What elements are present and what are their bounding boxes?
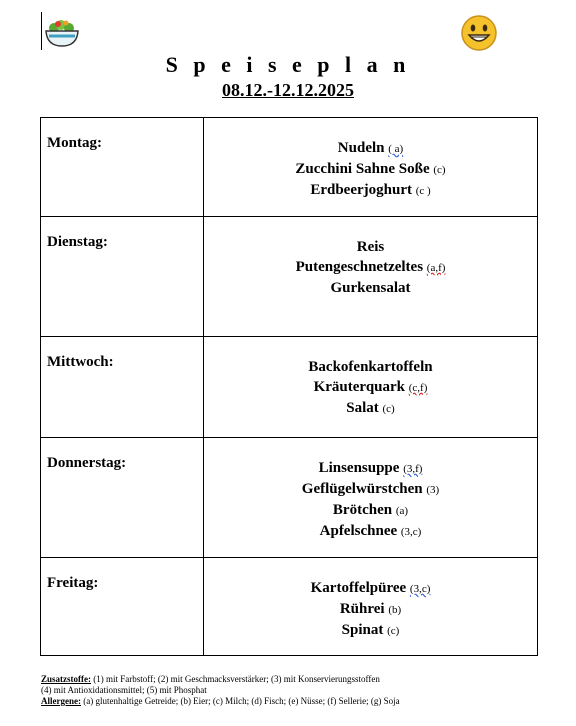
day-cell [41, 438, 204, 558]
day-cell [41, 118, 204, 217]
meal-item [204, 479, 537, 500]
allergens-label: Allergene: [41, 696, 81, 706]
text-cursor [41, 12, 42, 50]
meal-name: Zucchini Sahne Soße [295, 161, 430, 177]
menu-table [40, 117, 538, 656]
salad-bowl-icon [44, 16, 80, 50]
page-title: S p e i s e p l a n [165, 52, 411, 77]
day-cell [41, 558, 204, 656]
meal-item [204, 138, 537, 159]
grinning-face-icon [460, 14, 498, 52]
meal-item [204, 458, 537, 479]
meal-item [204, 257, 537, 278]
meals-cell [204, 558, 538, 656]
meal-name: Geflügelwürstchen [301, 481, 423, 497]
allergens-line [41, 696, 541, 707]
allergen-code: (c) [382, 403, 395, 415]
meal-name: Brötchen [332, 502, 393, 518]
menu-row [41, 118, 538, 217]
meal-name: Nudeln [337, 140, 385, 156]
allergen-code: (3,f) [403, 463, 423, 475]
allergens-text: (a) glutenhaltige Getreide; (b) Eier; (c) Milch; (d) Fisch; (e) Nüsse; (f) Sellerie; (g) Soja [80, 696, 400, 706]
meal-item [204, 398, 537, 419]
day-label: Donnerstag: [47, 455, 127, 471]
meal-name: Rührei [339, 601, 385, 617]
menu-row [41, 337, 538, 438]
allergen-code: (a,f) [426, 262, 446, 274]
date-range: 08.12.-12.12.2025 [222, 80, 354, 100]
allergen-code: (a) [395, 505, 409, 517]
meal-item [204, 521, 537, 542]
allergen-code: (c ) [415, 185, 431, 197]
allergen-code: (c,f) [408, 382, 428, 394]
meal-item [204, 357, 537, 377]
day-cell [41, 217, 204, 337]
meals-cell [204, 438, 538, 558]
menu-row [41, 217, 538, 337]
menu-row [41, 558, 538, 656]
meal-item [204, 237, 537, 257]
meal-item [204, 578, 537, 599]
meal-name: Putengeschnetzeltes [295, 259, 424, 275]
meal-item [204, 159, 537, 180]
additives-label: Zusatzstoffe: [41, 674, 91, 684]
meal-name: Reis [356, 239, 385, 255]
meal-name: Spinat [341, 622, 384, 638]
meal-name: Kräuterquark [313, 379, 406, 395]
allergen-code: (c) [433, 164, 446, 176]
allergen-code: (b) [388, 604, 402, 616]
allergen-code: (3,c) [409, 583, 431, 595]
meal-item [204, 599, 537, 620]
meal-name: Gurkensalat [330, 280, 411, 296]
meals-cell [204, 118, 538, 217]
legend-footer [41, 674, 541, 707]
meals-cell [204, 217, 538, 337]
meal-name: Erdbeerjoghurt [310, 182, 412, 198]
meal-name: Backofenkartoffeln [308, 359, 433, 375]
meal-name: Linsensuppe [318, 460, 400, 476]
allergen-code: (3) [426, 484, 440, 496]
day-label: Montag: [47, 135, 102, 151]
meal-name: Salat [346, 400, 379, 416]
meal-item [204, 377, 537, 398]
additives-line-2: (4) mit Antioxidationsmittel; (5) mit Phosphat [41, 685, 207, 695]
day-label: Freitag: [47, 575, 99, 591]
day-cell [41, 337, 204, 438]
meal-name: Kartoffelpüree [310, 580, 407, 596]
allergen-code: ( a) [388, 143, 404, 155]
additives-text: (1) mit Farbstoff; (2) mit Geschmacksverstärker; (3) mit Konservierungsstoffen [91, 674, 380, 684]
meal-item [204, 500, 537, 521]
meal-item [204, 278, 537, 298]
meal-name: Apfelschnee [319, 523, 398, 539]
allergen-code: (3,c) [400, 526, 422, 538]
meal-item [204, 180, 537, 201]
allergen-code: (c) [387, 625, 400, 637]
day-label: Mittwoch: [47, 354, 114, 370]
meals-cell [204, 337, 538, 438]
meal-item [204, 620, 537, 641]
day-label: Dienstag: [47, 234, 108, 250]
additives-line [41, 674, 541, 685]
menu-row [41, 438, 538, 558]
